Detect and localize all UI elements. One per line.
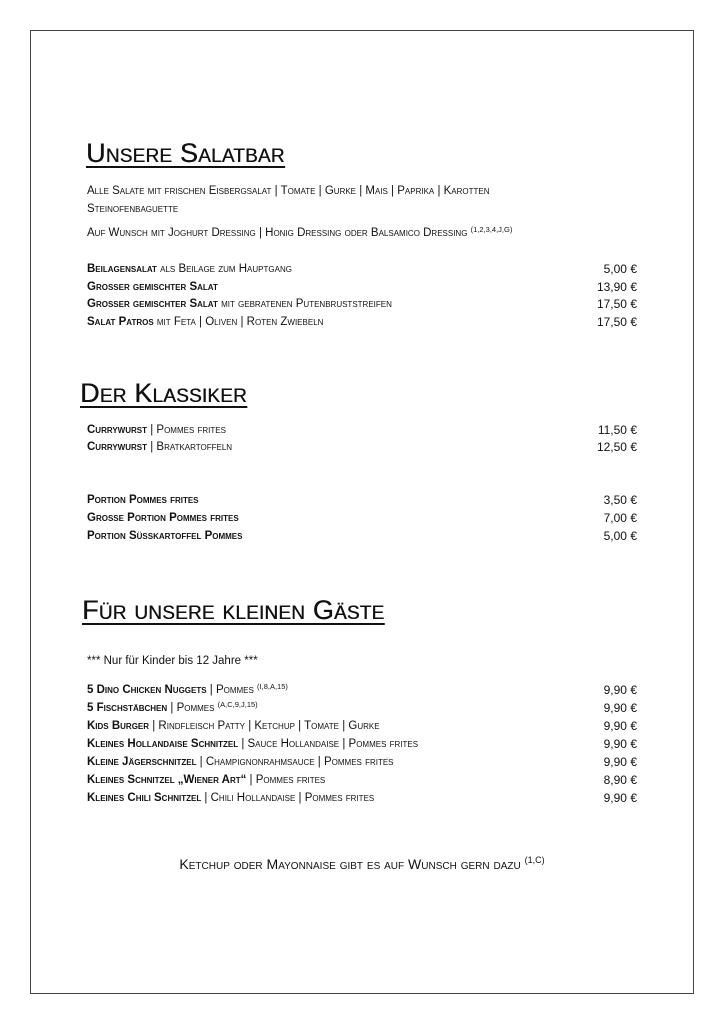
menu-item (87, 262, 637, 277)
item-price: 9,90 € (603, 755, 637, 769)
item-price: 8,90 € (603, 773, 637, 787)
item-price: 9,90 € (603, 683, 637, 697)
item-detail: | Rindfleisch Patty | Ketchup | Tomate | Gurke (149, 720, 380, 732)
item-name: Großer gemischter Salat (87, 281, 218, 293)
item-price: 9,90 € (603, 701, 637, 715)
item-name: Kleines Hollandaise Schnitzel (87, 738, 239, 750)
menu-item (87, 719, 637, 734)
item-name: Portion Süßkartoffel Pommes (87, 530, 243, 542)
item-detail: mit Feta | Oliven | Roten Zwiebeln (153, 316, 324, 328)
item-name: Kleines Chili Schnitzel (87, 792, 202, 804)
menu-item (87, 493, 637, 508)
menu-item (87, 791, 637, 806)
item-price: 5,00 € (603, 262, 637, 276)
item-detail: | Champignonrahmsauce | Pommes frites (196, 756, 394, 768)
item-detail: | Chili Hollandaise | Pommes frites (201, 792, 375, 804)
item-name: 5 Fischstäbchen (87, 702, 168, 714)
menu-item (87, 297, 637, 312)
item-name: 5 Dino Chicken Nuggets (87, 684, 207, 696)
menu-item (87, 737, 637, 752)
footer-allergens: (1,C) (524, 855, 545, 865)
kinder-heading: Für unsere kleinen Gäste (82, 595, 385, 625)
dressing-note (87, 226, 637, 240)
item-detail: | Pommes (167, 702, 218, 714)
item-name: Currywurst (87, 424, 148, 436)
item-name: Salat Patros (87, 316, 154, 328)
menu-item (87, 423, 637, 438)
menu-item (87, 701, 637, 716)
menu-item (87, 773, 637, 788)
item-price: 9,90 € (603, 791, 637, 805)
item-detail: | Pommes frites (147, 424, 226, 436)
item-price: 5,00 € (603, 529, 637, 543)
item-price: 12,50 € (596, 440, 637, 454)
menu-item (87, 683, 637, 698)
item-price: 17,50 € (596, 297, 637, 311)
menu-item (87, 511, 637, 526)
item-name: Großer gemischter Salat (87, 298, 218, 310)
item-name: Kleine Jägerschnitzel (87, 756, 197, 768)
menu-item (87, 755, 637, 770)
item-price: 9,90 € (603, 737, 637, 751)
menu-item (87, 529, 637, 544)
salatbar-description-2: Steinofenbaguette (87, 203, 179, 215)
item-allergens: (A,C,9,J,15) (217, 700, 258, 709)
item-detail: | Bratkartoffeln (147, 441, 233, 453)
item-price: 7,00 € (603, 511, 637, 525)
item-price: 17,50 € (596, 315, 637, 329)
item-price: 3,50 € (603, 493, 637, 507)
salatbar-heading: Unsere Salatbar (86, 138, 285, 168)
item-detail: | Pommes (206, 684, 258, 696)
kinder-age-note: *** Nur für Kinder bis 12 Jahre *** (87, 655, 258, 667)
item-name: Kleines Schnitzel „Wiener Art“ (87, 774, 247, 786)
item-name: Portion Pommes frites (87, 494, 199, 506)
item-name: Große Portion Pommes frites (87, 512, 239, 524)
item-name: Beilagensalat (87, 263, 157, 275)
item-price: 9,90 € (603, 719, 637, 733)
item-detail: | Sauce Hollandaise | Pommes frites (238, 738, 419, 750)
dressing-text: Auf Wunsch mit Joghurt Dressing | Honig Dressing oder Balsamico Dressing (87, 227, 468, 239)
salatbar-description: Alle Salate mit frischen Eisbergsalat | Tomate | Gurke | Mais | Paprika | Karotten (87, 185, 490, 197)
item-price: 13,90 € (596, 280, 637, 294)
item-name: Kids Burger (87, 720, 150, 732)
item-price: 11,50 € (597, 423, 637, 437)
condiments-footer (0, 856, 724, 872)
item-detail: als Beilage zum Hauptgang (156, 263, 292, 275)
dressing-allergens: (1,2,3,4,J,G) (470, 225, 513, 234)
menu-item (87, 315, 637, 330)
item-name: Currywurst (87, 441, 148, 453)
menu-item (87, 280, 637, 295)
item-detail: mit gebratenen Putenbruststreifen (217, 298, 392, 310)
footer-text: Ketchup oder Mayonnaise gibt es auf Wunsch gern dazu (179, 856, 525, 872)
menu-item (87, 440, 637, 455)
item-detail: | Pommes frites (246, 774, 326, 786)
klassiker-heading: Der Klassiker (80, 378, 247, 408)
item-allergens: (I,8,A,15) (257, 682, 288, 691)
